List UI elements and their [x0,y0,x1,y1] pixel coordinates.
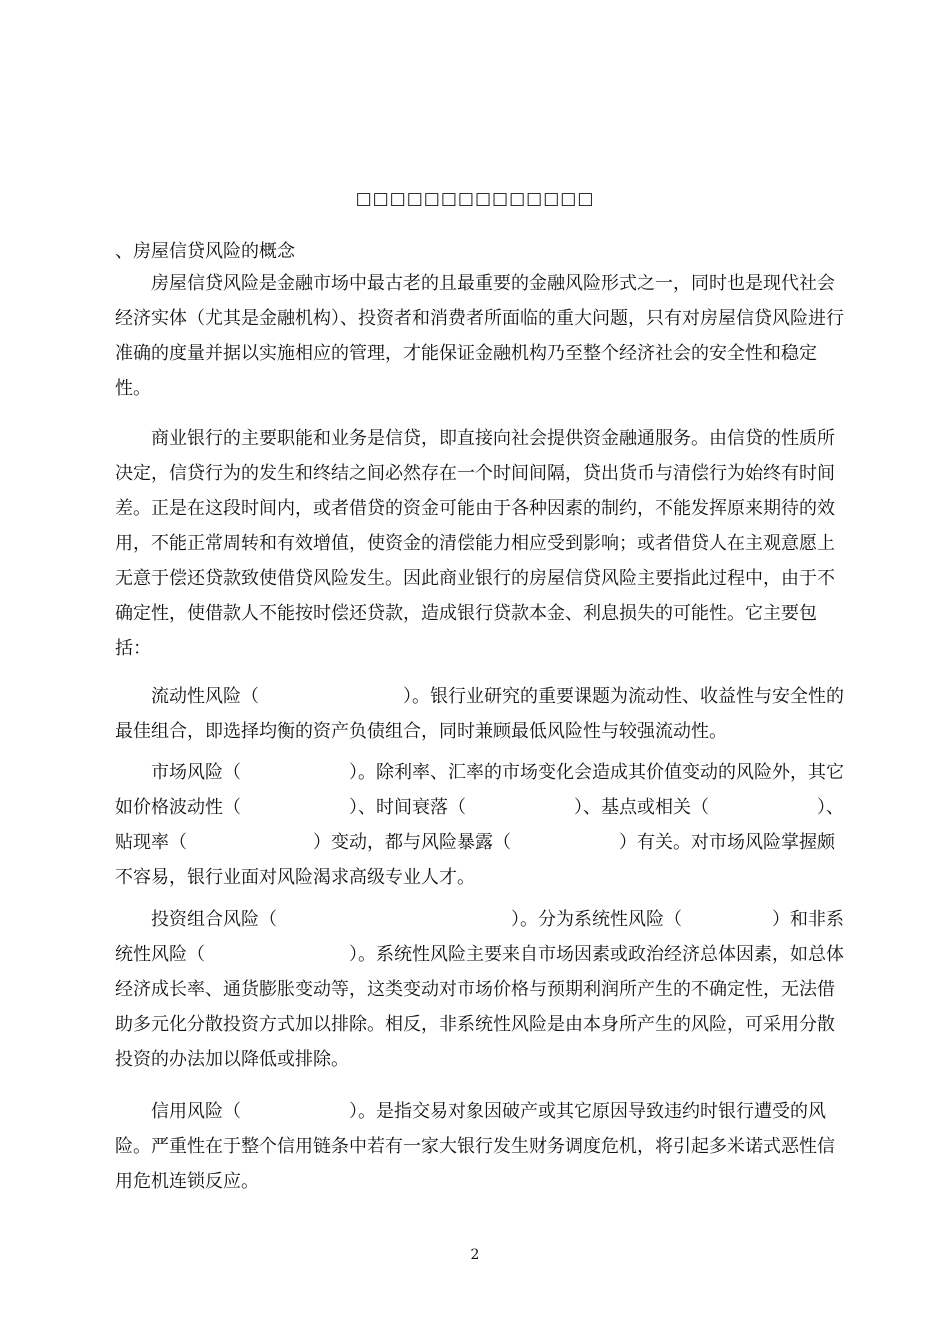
page-number: 2 [470,1247,480,1263]
section-heading: 、房屋信贷风险的概念 [115,241,295,262]
paragraph-2: 商业银行的主要职能和业务是信贷，即直接向社会提供资金融通服务。由信贷的性质所决定，信贷行为的发生和终结之间必然存在一个时间间隔，贷出货币与清偿行为始终有时间差。正是在这段时间内，或者借贷的资金可能由于各种因素的制约，不能发挥原来期待的效用，不能正常周转和有效增值，使资金的清偿能力相应受到影响；或者借贷人在主观意愿上无意于偿还贷款致使借贷风险发生。因此商业银行的房屋信贷风险主要指此过程中，由于不确定性，使借款人不能按时偿还贷款，造成银行贷款本金、利息损失的可能性。它主要包括： [115,428,835,659]
paragraph-1: 房屋信贷风险是金融市场中最古老的且最重要的金融风险形式之一，同时也是现代社会经济实体（尤其是金融机构）、投资者和消费者所面临的重大问题，只有对房屋信贷风险进行准确的度量并据以实施相应的管理，才能保证金融机构乃至整个经济社会的安全性和稳定性。 [115,273,844,399]
paragraph-market-risk: 市场风险（ ）。除利率、汇率的市场变化会造成其价值变动的风险外，其它如价格波动性（ ）、时间衰落（ ）、基点或相关（ ）、贴现率（ ）变动，都与风险暴露（ ）有关。对市场风险掌握颇不容易，银行业面对风险渴求高级专业人才。 [115,762,844,888]
paragraph-liquidity-risk: 流动性风险（ ）。银行业研究的重要课题为流动性、收益性与安全性的最佳组合，即选择均衡的资产负债组合，同时兼顾最低风险性与较强流动性。 [115,686,844,742]
document-title: □□□□□□□□□□□□□□ [355,189,595,209]
paragraph-credit-risk: 信用风险（ ）。是指交易对象因破产或其它原因导致违约时银行遭受的风险。严重性在于整个信用链条中若有一家大银行发生财务调度危机，将引起多米诺式恶性信用危机连锁反应。 [115,1101,835,1192]
paragraph-portfolio-risk: 投资组合风险（ ）。分为系统性风险（ ）和非系统性风险（ ）。系统性风险主要来自市场因素或政治经济总体因素，如总体经济成长率、通货膨胀变动等，这类变动对市场价格与预期利润所产生的不确定性，无法借助多元化分散投资方式加以排除。相反，非系统性风险是由本身所产生的风险，可采用分散投资的办法加以降低或排除。 [115,909,844,1070]
